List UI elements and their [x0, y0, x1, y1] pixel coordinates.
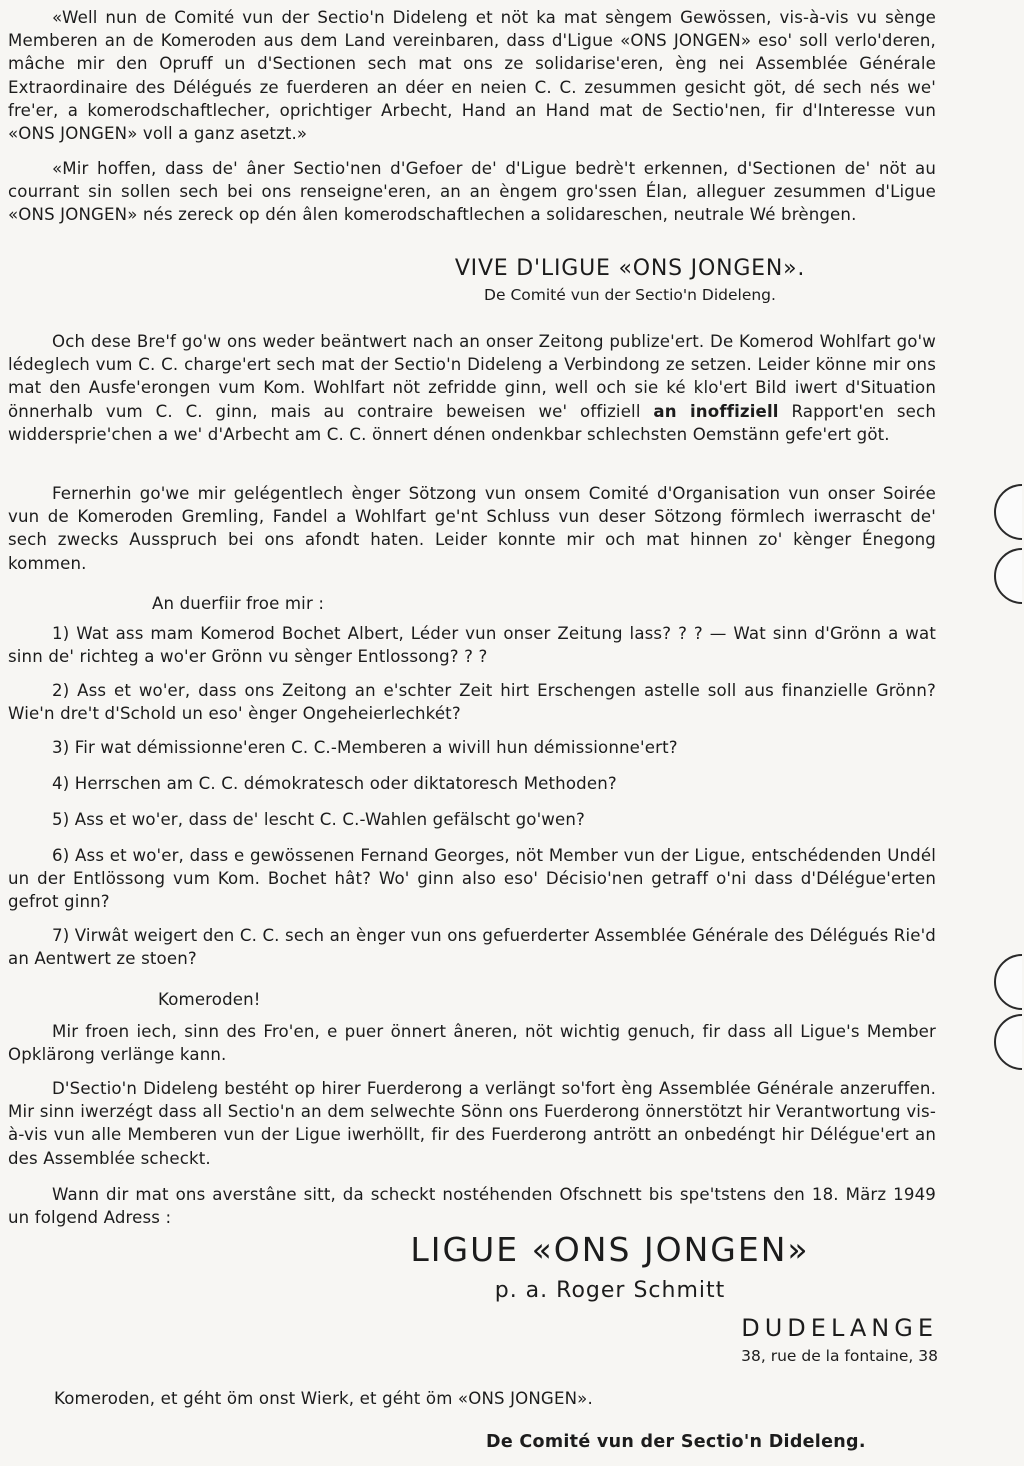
- punch-hole-1: [994, 484, 1024, 540]
- question-5: 5) Ass et wo'er, dass de' lescht C. C.-Wahlen gefälscht go'wen?: [52, 810, 585, 829]
- final-signature: De Comité vun der Sectio'n Dideleng.: [486, 1432, 866, 1452]
- bold-phrase: an inoffiziell: [653, 401, 779, 421]
- body-paragraph-4: D'Sectio'n Dideleng bestéht op hirer Fuerderong a verlängt so'fort èng Assemblée Générale anzeruffen. Mir sinn iwerzégt dass all Sectio'n an dem selwechte Sönn ons Fuerderong önnerstötzt hir Verantwortung vis-à-vis vun alle Memberen vun der Ligue iwerhöllt, fir des Fuerderong antrött an onbedéngt hir Délégue'ert an des Assemblée scheckt.: [8, 1079, 936, 1168]
- question-3: 3) Fir wat démissionne'eren C. C.-Memberen a wivill hun démissionne'ert?: [52, 738, 678, 757]
- quote-paragraph-1: «Well nun de Comité vun der Sectio'n Dideleng et nöt ka mat sèngem Gewössen, vis-à-vis vu sènge Memberen an de Komeroden aus dem Land vereinbaren, dass d'Ligue «ONS JONGEN» eso' soll verlo'deren, mâche mir den Opruff un d'Sectionen sech mat ons ze solidarise'eren, èng nei Assemblée Générale Extraordinaire des Délégués ze fuerderen an déer en neien C. C. zesummen gesicht göt, dé sech nés we' fre'er, a komerodschaftlecher, oprichtiger Arbecht, Hand an Hand mat de Sectio'nen, fir d'Interesse vun «ONS JONGEN» voll a ganz asetzt.»: [8, 8, 936, 144]
- vive-line: VIVE D'LIGUE «ONS JONGEN».: [454, 256, 806, 281]
- question-1: 1) Wat ass mam Komerod Bochet Albert, Léder vun onser Zeitung lass? ? ? — Wat sinn d'Grönn a wat sinn de' richteg a wo'er Grönn vu sènger Entlossong? ? ?: [8, 624, 936, 667]
- body-paragraph-1-text: Och dese Bre'f go'w ons weder beäntwert nach an onser Zeitong publize'ert. De Komerod Wohlfart go'w lédeglech vum C. C. charge'ert sech mat der Sectio'n Dideleng a Verbindong ze setzen. Leider könne mir ons mat den Ausfe'erongen vum Kom. Wohlfart nöt zefridde ginn, well och sie ké klo'ert Bild iwert d'Situation önnerhalb vum C. C. ginn, mais au contraire beweisen we' offiziell: [8, 332, 936, 421]
- body-paragraph-1: [8, 330, 936, 446]
- punch-hole-2: [994, 548, 1024, 604]
- question-4: 4) Herrschen am C. C. démokratesch oder diktatoresch Methoden?: [52, 774, 617, 793]
- body-paragraph-1-end: Rapport'en sech widdersprie'chen a we' d'Arbecht am C. C. önnert dénen ondenkbar schlechsten Oemstänn gefe'ert göt.: [8, 401, 936, 444]
- comite-signature-line: De Comité vun der Sectio'n Dideleng.: [484, 286, 776, 304]
- questions-intro: An duerfiir froe mir :: [152, 594, 325, 613]
- question-7: 7) Virwât weigert den C. C. sech an ènger vun ons gefuerderter Assemblée Générale des Délégués Rie'd an Aentwert ze stoen?: [8, 926, 936, 969]
- body-paragraph-2: Fernerhin go'we mir gelégentlech ènger Sötzong vun onsem Comité d'Organisation vun onser Soirée vun de Komeroden Gremling, Fandel a Wohlfart ge'nt Schluss vun deser Sötzong förmlech iwerrascht de' sech zwecks Ausspruch bei ons afondt haten. Leider konnte mir och mat hinnen zo' kènger Énegong kommen.: [8, 484, 936, 573]
- address-contact: p. a. Roger Schmitt: [494, 1278, 726, 1303]
- address-street: 38, rue de la fontaine, 38: [741, 1347, 938, 1365]
- question-2: 2) Ass et wo'er, dass ons Zeitong an e'schter Zeit hirt Erschengen astelle soll aus finanzielle Grönn? Wie'n dre't d'Schold un eso' ènger Ongeheierlechkét?: [8, 681, 936, 724]
- body-paragraph-3: Mir froen iech, sinn des Fro'en, e puer önnert âneren, nöt wichtig genuch, fir dass all Ligue's Member Opklärong verlänge kann.: [8, 1022, 936, 1065]
- question-6: 6) Ass et wo'er, dass e gewössenen Fernand Georges, nöt Member vun der Ligue, entschédenden Undél un der Entlössong vum Kom. Bochet hât? Wo' ginn also eso' Décisio'nen getraff o'ni dass d'Délégue'erten gefrot ginn?: [8, 846, 936, 912]
- address-organization: LIGUE «ONS JONGEN»: [410, 1230, 810, 1269]
- quote-paragraph-2: «Mir hoffen, dass de' âner Sectio'nen d'Gefoer de' d'Ligue bedrè't erkennen, d'Sectionen de' nöt au courrant sin sollen sech bei ons renseigne'eren, an an èngem gro'ssen Élan, alleguer zesummen d'Ligue «ONS JONGEN» nés zereck op dén âlen komerodschaftlechen a solidareschen, neutrale Wé brèngen.: [8, 159, 936, 225]
- punch-hole-3: [994, 954, 1024, 1010]
- punch-hole-4: [994, 1014, 1024, 1070]
- address-city: DUDELANGE: [741, 1314, 938, 1342]
- closing-line: Komeroden, et géht öm onst Wierk, et géht öm «ONS JONGEN».: [54, 1389, 593, 1408]
- body-paragraph-5: Wann dir mat ons averstâne sitt, da scheckt nostéhenden Ofschnett bis spe'tstens den 18. März 1949 un folgend Adress :: [8, 1185, 936, 1228]
- komeroden-heading: Komeroden!: [158, 990, 261, 1009]
